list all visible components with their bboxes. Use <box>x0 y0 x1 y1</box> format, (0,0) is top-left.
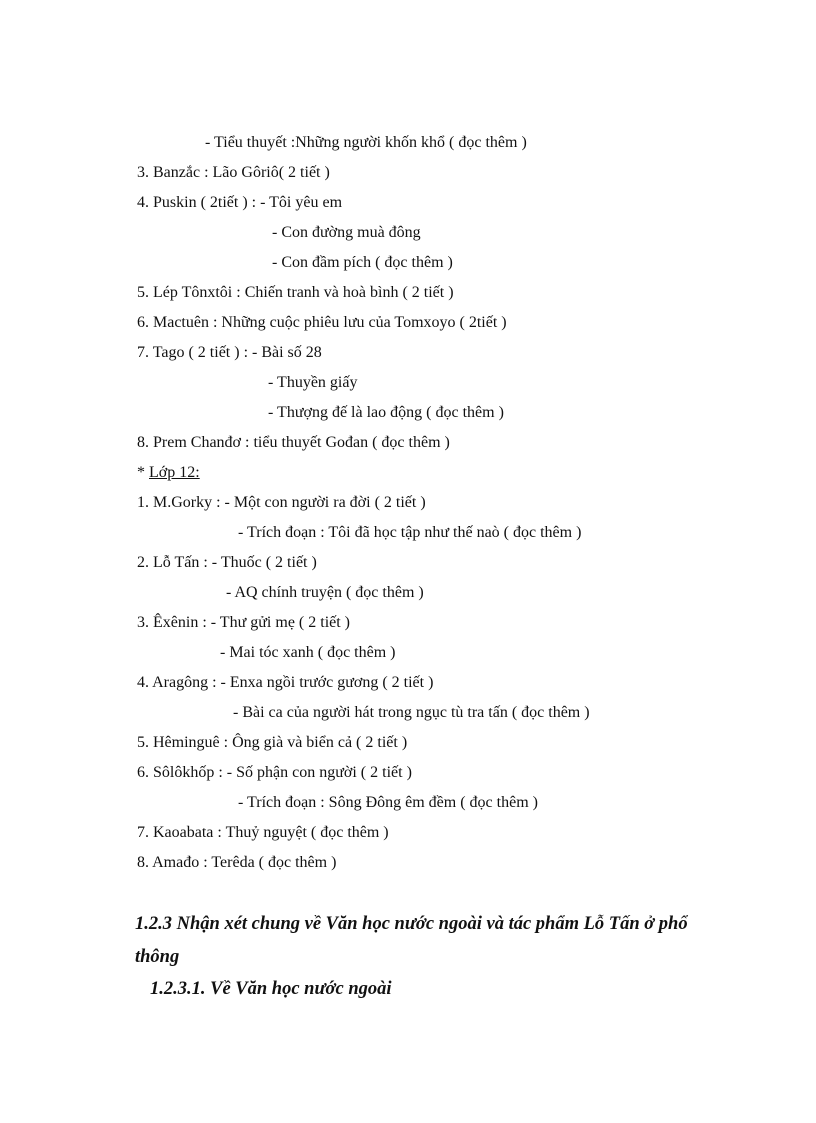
text-line: - Tiểu thuyết :Những người khốn khổ ( đọc thêm ) <box>205 134 527 151</box>
class-12-label <box>137 463 200 483</box>
text-line: - Mai tóc xanh ( đọc thêm ) <box>220 644 396 661</box>
text-line: - Trích đoạn : Tôi đã học tập như thế naò ( đọc thêm ) <box>238 524 582 541</box>
text-line: 6. Sôlôkhốp : - Số phận con người ( 2 tiết ) <box>137 764 412 781</box>
class-12-prefix: * <box>137 464 149 481</box>
text-line: 4. Aragông : - Enxa ngồi trước gương ( 2 tiết ) <box>137 674 434 691</box>
text-line: 5. Hêminguê : Ông già và biển cả ( 2 tiết ) <box>137 734 408 751</box>
text-line: 1. M.Gorky : - Một con người ra đời ( 2 tiết ) <box>137 494 426 511</box>
text-line: 8. Prem Chanđơ : tiểu thuyết Gođan ( đọc thêm ) <box>137 434 450 451</box>
class-12-title: Lớp 12: <box>149 464 200 481</box>
text-line: - Con đường muà đông <box>272 224 421 241</box>
section-heading-continuation: thông <box>135 947 180 967</box>
text-line: 2. Lỗ Tấn : - Thuốc ( 2 tiết ) <box>137 554 317 571</box>
text-line: 6. Mactuên : Những cuộc phiêu lưu của Tomxoyo ( 2tiết ) <box>137 314 507 331</box>
text-line: - Bài ca của người hát trong ngục tù tra tấn ( đọc thêm ) <box>233 704 590 721</box>
section-heading: 1.2.3 Nhận xét chung về Văn học nước ngoài và tác phẩm Lỗ Tấn ở phổ <box>135 914 688 934</box>
text-line: 8. Amađo : Terêda ( đọc thêm ) <box>137 854 337 871</box>
text-line: 7. Kaoabata : Thuỷ nguyệt ( đọc thêm ) <box>137 824 389 841</box>
text-line: 5. Lép Tônxtôi : Chiến tranh và hoà bình ( 2 tiết ) <box>137 284 454 301</box>
text-line: 3. Banzắc : Lão Gôriô( 2 tiết ) <box>137 164 330 181</box>
text-line: 4. Puskin ( 2tiết ) : - Tôi yêu em <box>137 194 343 211</box>
text-line: - AQ chính truyện ( đọc thêm ) <box>226 584 424 601</box>
text-line: - Thuyền giấy <box>268 374 358 391</box>
text-line: - Con đầm pích ( đọc thêm ) <box>272 254 453 271</box>
text-line: 7. Tago ( 2 tiết ) : - Bài số 28 <box>137 344 322 361</box>
text-line: - Thượng đế là lao động ( đọc thêm ) <box>268 404 504 421</box>
text-line: - Trích đoạn : Sông Đông êm đềm ( đọc thêm ) <box>238 794 538 811</box>
text-line: 3. Êxênin : - Thư gửi mẹ ( 2 tiết ) <box>137 614 351 631</box>
subsection-heading: 1.2.3.1. Về Văn học nước ngoài <box>150 979 392 999</box>
